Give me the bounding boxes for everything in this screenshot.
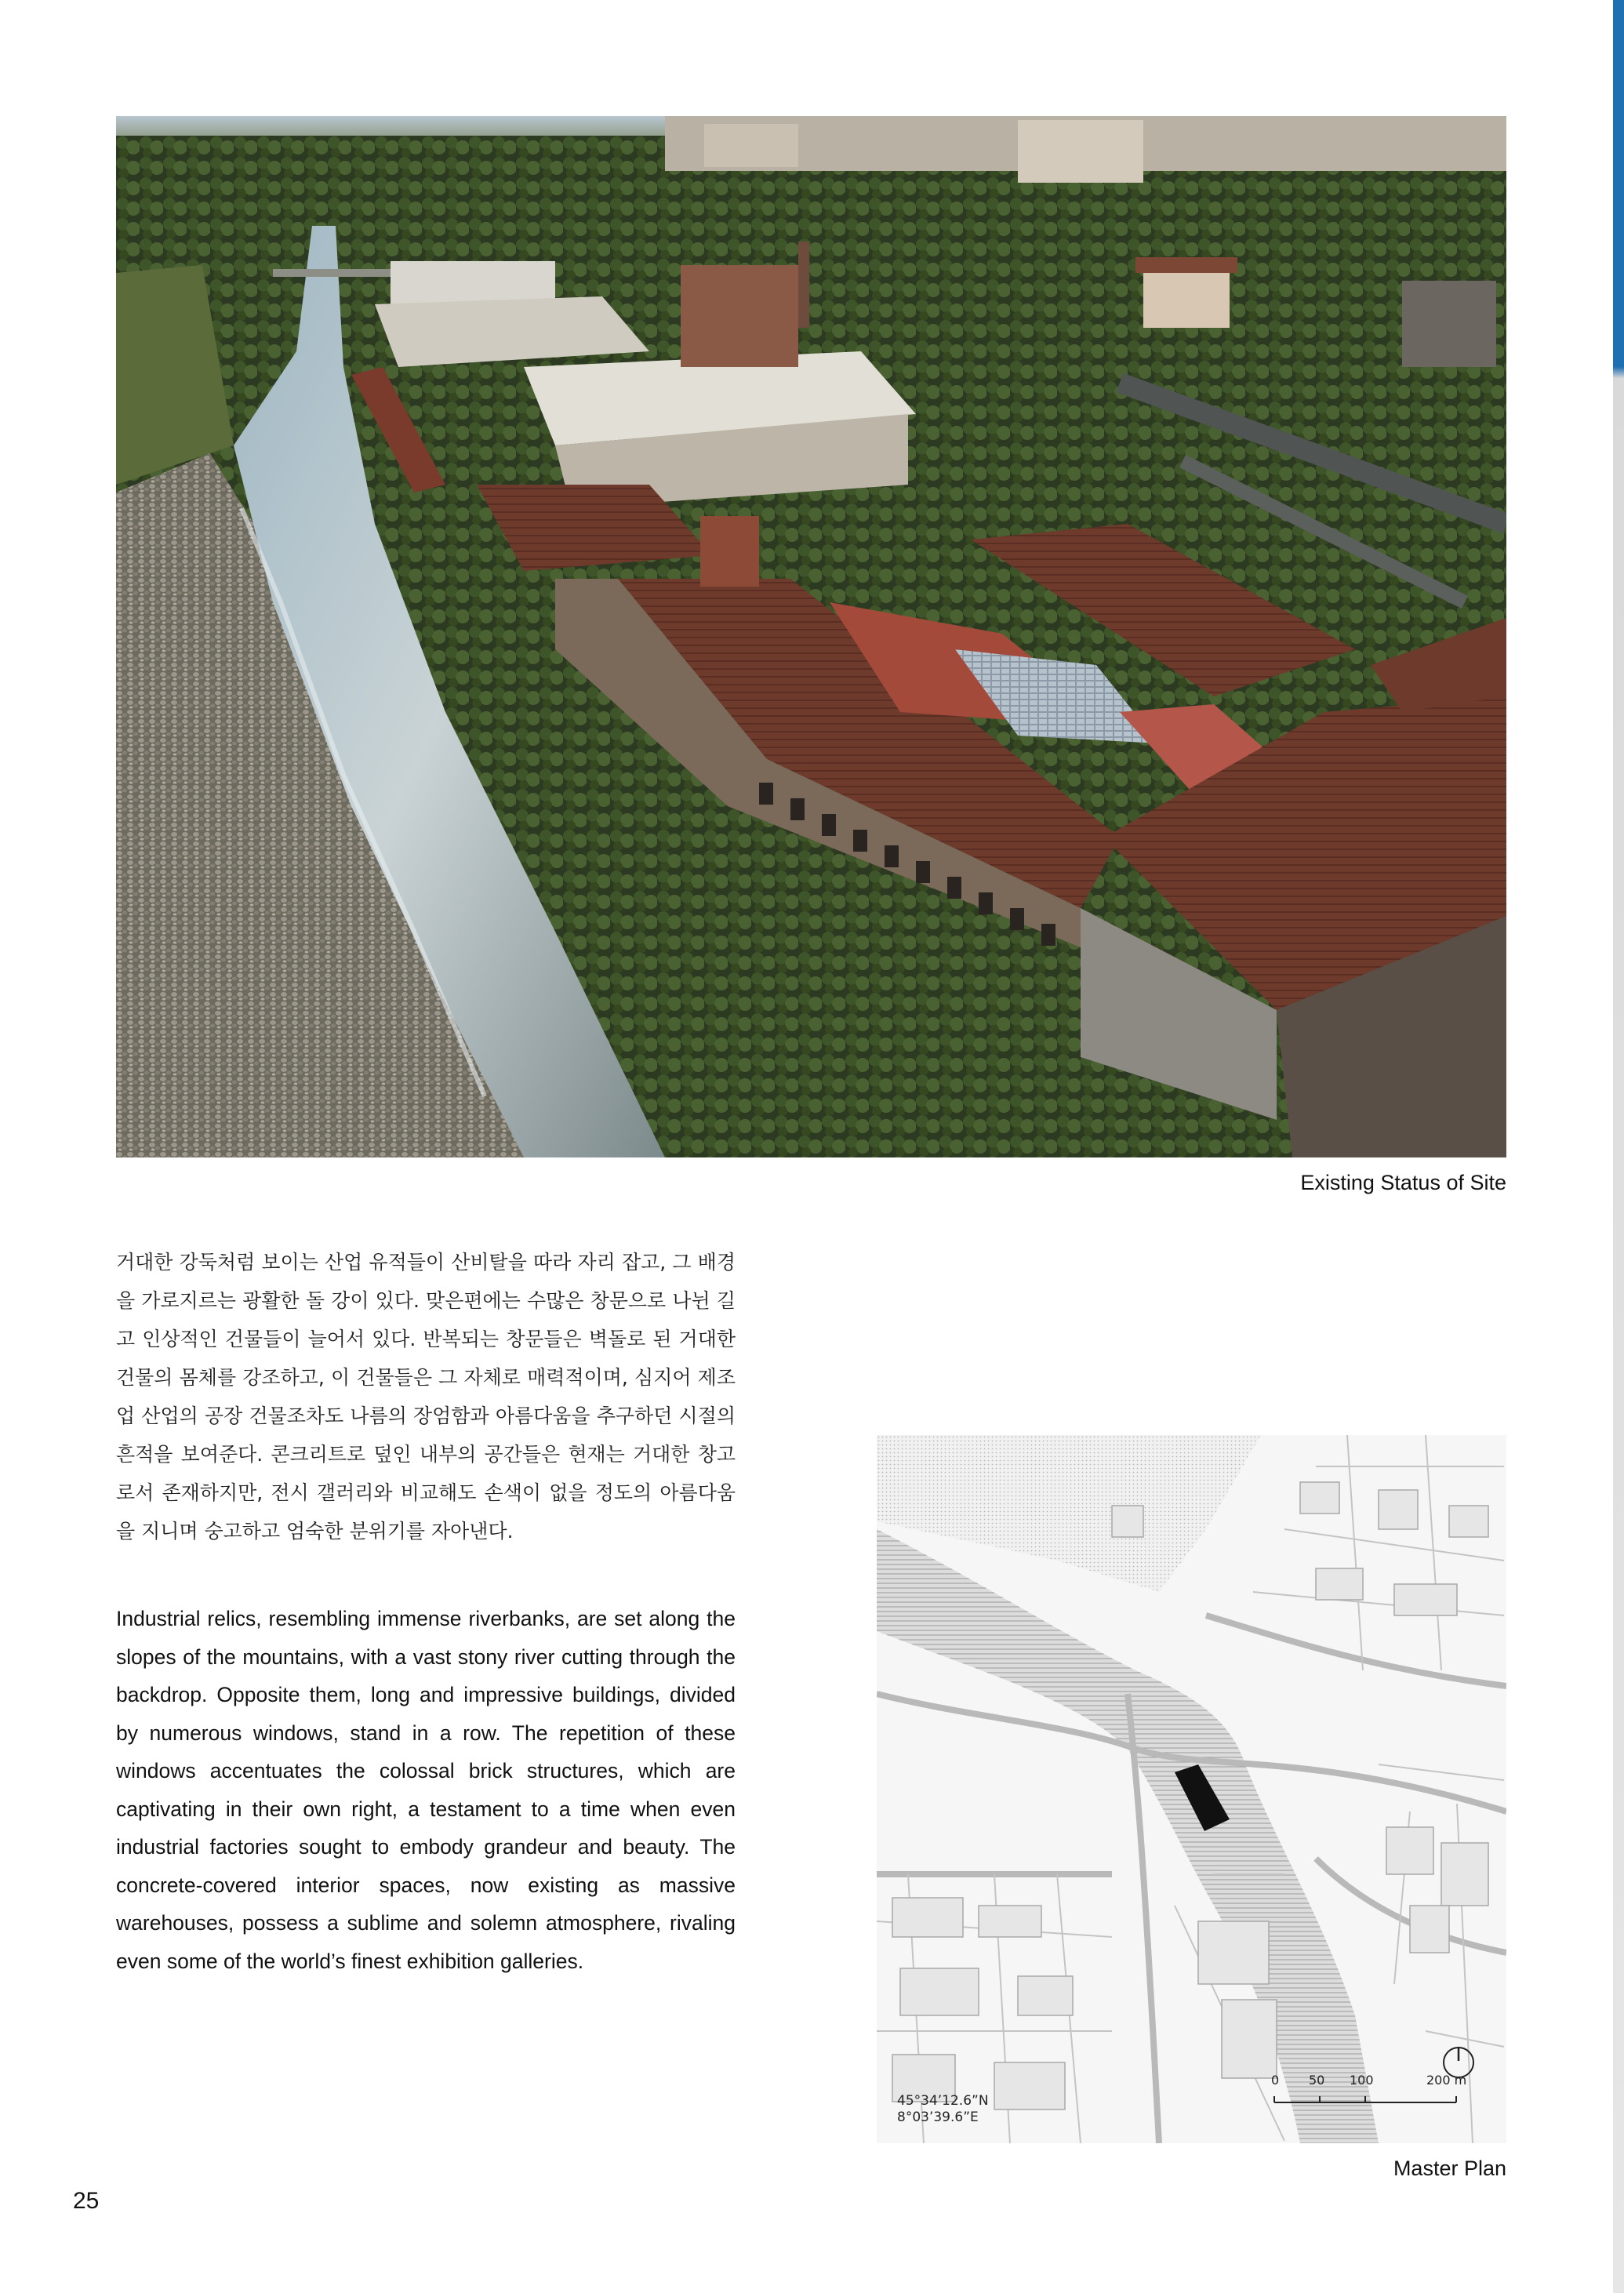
latitude-label: 45°34’12.6”N [897, 2093, 989, 2109]
english-paragraph: Industrial relics, resembling immense riverbanks, are set along the slopes of the mountains, with a vast stony river cutting through the backdrop. Opposite them, long and impressive buildings, divided by numerous windows, stand in a row. The repetition of these windows accentuates the colossal brick structures, which are captivating in their own right, a testament to a time when even industrial factories sought to embody grandeur and beauty. The concrete-covered interior spaces, now existing as massive warehouses, possess a sublime and solemn atmosphere, rivaling even some of the world’s finest exhibition galleries. [116, 1607, 736, 1973]
page-number: 25 [73, 2188, 100, 2214]
plan-caption: Master Plan [1393, 2157, 1506, 2180]
scale-label-0: 0 [1271, 2073, 1280, 2088]
scale-label-200: 200 m [1426, 2073, 1467, 2088]
korean-paragraph: 거대한 강둑처럼 보이는 산업 유적들이 산비탈을 따라 자리 잡고, 그 배경을 가로지르는 광활한 돌 강이 있다. 맞은편에는 수많은 창문으로 나뉜 길고 인상적인 건물들이 늘어서 있다. 반복되는 창문들은 벽돌로 된 거대한 건물의 몸체를 강조하고, 이 건물들은 그 자체로 매력적이며, 심지어 제조업 산업의 공장 건물조차도 나름의 장엄함과 아름다움을 추구하던 시절의 흔적을 보여준다. 콘크리트로 덮인 내부의 공간들은 현재는 거대한 창고로서 존재하지만, 전시 갤러리와 비교해도 손색이 없을 정도의 아름다움을 지니며 숭고하고 엄숙한 분위기를 자아낸다. [116, 1251, 736, 1543]
photo-caption: Existing Status of Site [1300, 1171, 1506, 1194]
page-edge-strip [1613, 0, 1624, 2293]
scale-label-50: 50 [1309, 2073, 1325, 2088]
scale-label-100: 100 [1350, 2073, 1374, 2088]
scale-bar [1271, 2073, 1483, 2120]
master-plan-map [877, 1435, 1506, 2143]
coordinates-label [897, 2093, 989, 2126]
site-aerial-photo [116, 116, 1506, 1157]
scale-ticks [1271, 2087, 1483, 2134]
longitude-label: 8°03’39.6”E [897, 2109, 979, 2125]
